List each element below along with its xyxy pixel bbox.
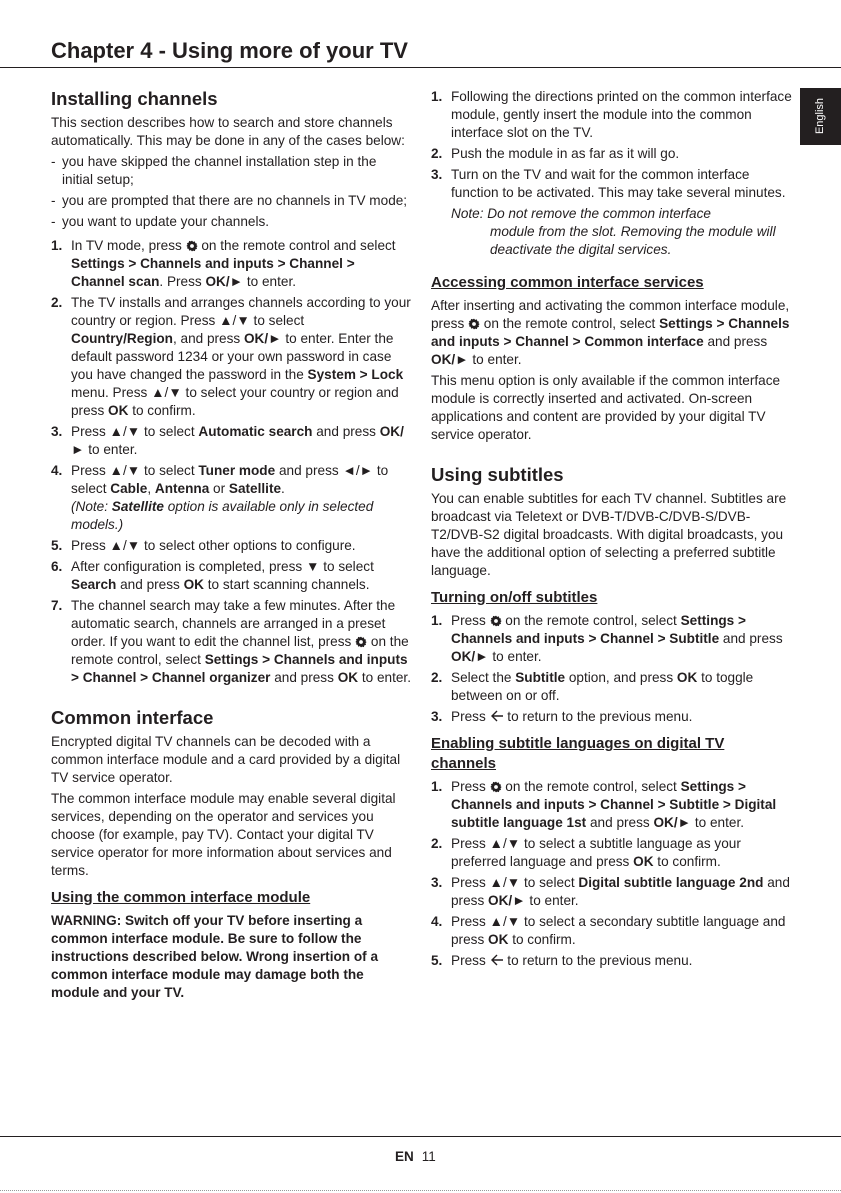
common-interface-heading: Common interface [51, 707, 214, 728]
using-module-heading: Using the common interface module [51, 889, 311, 906]
module-step-2: 2. Push the module in as far as it will go. [431, 146, 680, 161]
bottom-rule [0, 1136, 841, 1137]
page-number: 11 [421, 1149, 436, 1164]
install-step-4: 4. Press ▲/▼ to select Tuner mode and press ◄/► to select Cable, Antenna or Satellite. (Note: Satellite option is available only in selected models.) [51, 463, 389, 532]
gear-icon [355, 636, 367, 648]
language-step-3: 3. Press ▲/▼ to select Digital subtitle language 2nd and press OK/► to enter. [431, 875, 790, 908]
language-step-2: 2. Press ▲/▼ to select a subtitle language as your preferred language and press OK to confirm. [431, 836, 741, 869]
top-rule [0, 67, 841, 68]
page-footer [395, 1149, 436, 1164]
subtitle-languages-heading: Enabling subtitle languages on digital TV channels [431, 735, 725, 772]
footer-language: EN [395, 1149, 414, 1164]
trim-line [0, 1190, 841, 1191]
common-interface-para-1: Encrypted digital TV channels can be decoded with a common interface module and a card provided by a digital TV service operator. [51, 734, 401, 785]
language-step-1: 1. Press on the remote control, select Settings > Channels and inputs > Channel > Subtitle > Digital subtitle language 1st and press OK/► to enter. [431, 779, 777, 830]
installing-channels-heading: Installing channels [51, 88, 218, 109]
language-step-4: 4. Press ▲/▼ to select a secondary subtitle language and press OK to confirm. [431, 914, 786, 947]
module-note: Note: Do not remove the common interface module from the slot. Removing the module will deactivate the digital services. [451, 206, 776, 257]
gear-icon [186, 240, 198, 252]
back-arrow-icon [490, 709, 504, 723]
install-step-6: 6. After configuration is completed, press ▼ to select Search and press OK to start scanning channels. [51, 559, 374, 592]
case-item: - you want to update your channels. [51, 214, 270, 229]
accessing-para-1: After inserting and activating the common interface module, press on the remote control, select Settings > Channels and inputs > Channel > Common interface and press OK/► to enter. [431, 298, 790, 367]
accessing-services-heading: Accessing common interface services [431, 274, 704, 291]
subtitle-step-3: 3. Press to return to the previous menu. [431, 709, 693, 724]
install-step-1: 1. In TV mode, press on the remote control and select Settings > Channels and inputs > Channel > Channel scan. Press OK/► to enter. [51, 238, 396, 289]
install-step-2: 2. The TV installs and arranges channels according to your country or region. Press ▲/▼ to select Country/Region, and press OK/► to enter. Enter the default password 1234 or your own password in case you have changed the password in the System > Lock menu. Press ▲/▼ to select your country or region and press OK to confirm. [51, 295, 411, 418]
language-tab [800, 88, 841, 145]
chapter-title: Chapter 4 - Using more of your TV [51, 38, 408, 63]
language-step-5: 5. Press to return to the previous menu. [431, 953, 693, 968]
warning-text: WARNING: Switch off your TV before inserting a common interface module. Be sure to follow the instructions described below. Wrong insertion of a common interface module may damage both the module and your TV. [51, 913, 379, 1000]
subtitle-step-2: 2. Select the Subtitle option, and press OK to toggle between on or off. [431, 670, 754, 703]
gear-icon [490, 615, 502, 627]
using-subtitles-heading: Using subtitles [431, 464, 564, 485]
accessing-para-2: This menu option is only available if the common interface module is correctly inserted and activated. On-screen applications and content are provided by your digital TV service operator. [431, 373, 781, 442]
case-item: - you have skipped the channel installation step in the initial setup; [51, 154, 377, 187]
satellite-note: (Note: Satellite option is available only in selected models.) [71, 499, 374, 532]
subtitles-intro: You can enable subtitles for each TV channel. Subtitles are broadcast via Teletext or DVB-T/DVB-C/DVB-S/DVB-T2/DVB-S2 digital broadcasts. With digital broadcasts, you have the additional option of selecting a preferred subtitle language. [431, 491, 787, 578]
gear-icon [490, 781, 502, 793]
turning-subtitles-heading: Turning on/off subtitles [431, 589, 598, 606]
back-arrow-icon [490, 953, 504, 967]
module-step-3: 3. Turn on the TV and wait for the common interface function to be activated. This may take several minutes. [431, 167, 786, 200]
left-column [51, 88, 411, 1002]
install-step-3: 3. Press ▲/▼ to select Automatic search and press OK/► to enter. [51, 424, 404, 457]
install-step-7: 7. The channel search may take a few minutes. After the automatic search, channels are arranged in a preset order. If you want to edit the channel list, press on the remote control, select Settings > Channels and inputs > Channel > Channel organizer and press OK to enter. [51, 598, 411, 685]
gear-icon [468, 318, 480, 330]
module-step-1: 1. Following the directions printed on the common interface module, gently insert the module into the common interface slot on the TV. [431, 89, 792, 140]
install-step-5: 5. Press ▲/▼ to select other options to configure. [51, 538, 356, 553]
right-column [431, 88, 793, 973]
subtitle-step-1: 1. Press on the remote control, select Settings > Channels and inputs > Channel > Subtitle and press OK/► to enter. [431, 613, 783, 664]
common-interface-para-2: The common interface module may enable several digital services, depending on the operator and services you choose (for example, pay TV). Contact your digital TV service operator for more information about services and terms. [51, 791, 396, 878]
installing-intro: This section describes how to search and store channels automatically. This may be done in any of the cases below: [51, 115, 405, 148]
language-tab-label: English [814, 97, 826, 135]
case-item: - you are prompted that there are no channels in TV mode; [51, 193, 408, 208]
